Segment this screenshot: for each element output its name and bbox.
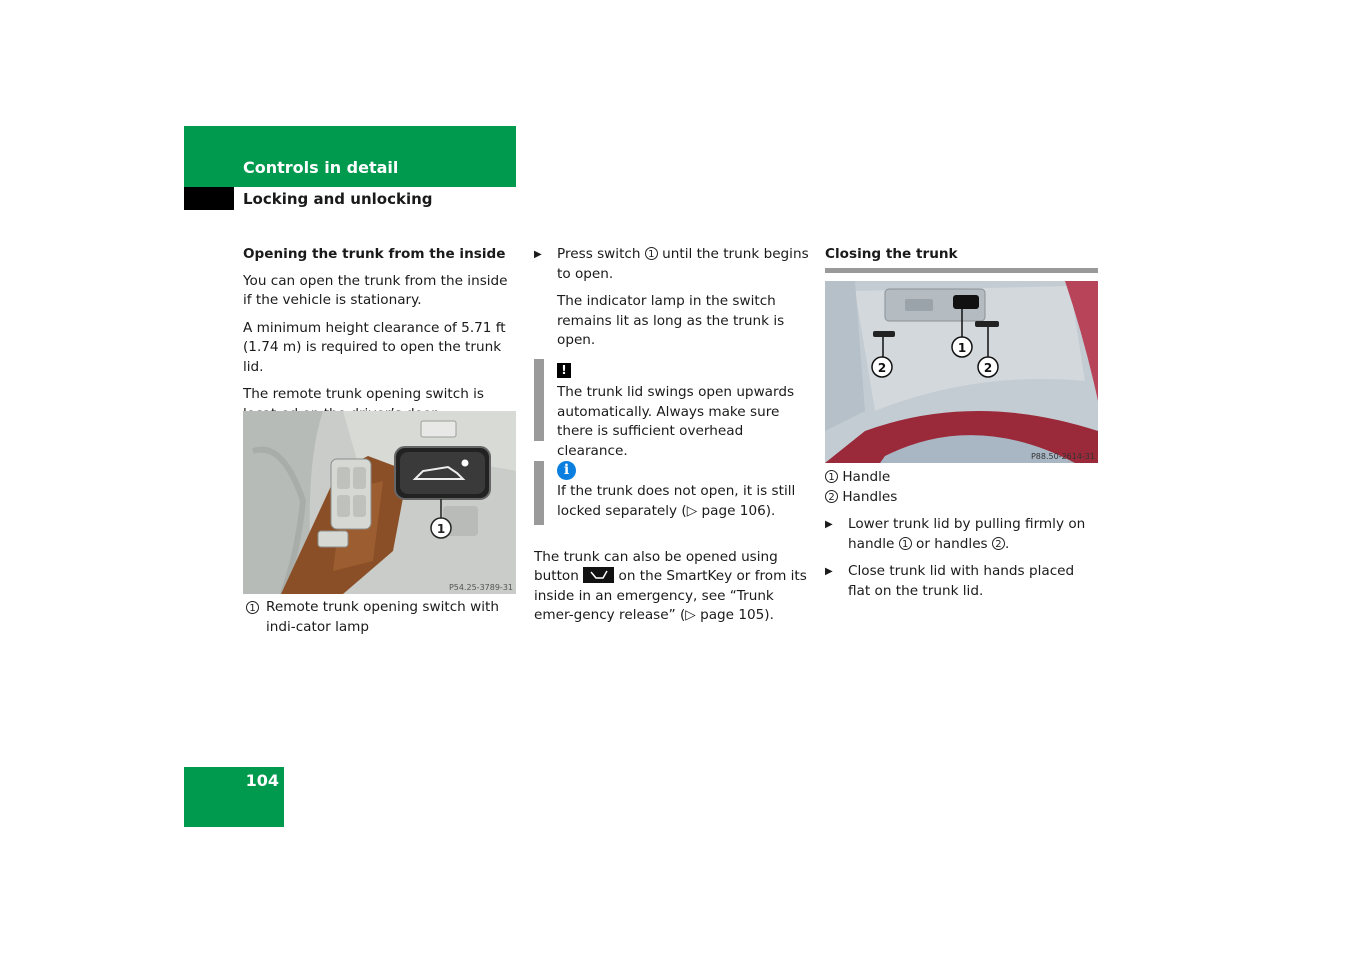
figure-code-2: P88.50-2614-31 bbox=[1030, 452, 1095, 461]
callout-handles-left: 2 bbox=[877, 361, 887, 375]
trunk-key-icon bbox=[583, 567, 614, 583]
caption-number: 1 bbox=[246, 601, 259, 614]
column-left bbox=[243, 245, 518, 432]
chapter-title: Controls in detail bbox=[243, 158, 399, 177]
info-text: If the trunk does not open, it is still locked separately (▷ page 106). bbox=[557, 483, 796, 519]
step-close-trunk-lid: ▶ Close trunk lid with hands placed flat on the trunk lid. bbox=[825, 563, 1075, 599]
door-switch-illustration bbox=[243, 411, 516, 594]
paragraph-clearance: A minimum height clearance of 5.71 ft (1.74 m) is required to open the trunk lid. bbox=[243, 319, 506, 375]
figure-code-1: P54.25-3789-31 bbox=[448, 583, 513, 592]
smartkey-paragraph: The trunk can also be opened using button on the SmartKey or from its inside in an emergency, see “Trunk emer-gency release” (▷ page 105). bbox=[534, 548, 807, 623]
section-marker bbox=[184, 187, 234, 210]
info-notice bbox=[534, 461, 809, 525]
warning-bar bbox=[534, 359, 544, 441]
heading-opening-trunk: Opening the trunk from the inside bbox=[243, 246, 506, 262]
callout-1: 1 bbox=[436, 522, 446, 536]
caption-text: Remote trunk opening switch with indi-cator lamp bbox=[266, 599, 499, 635]
paragraph-switch-location: The remote trunk opening switch is bbox=[243, 386, 485, 402]
section-title: Locking and unlocking bbox=[243, 190, 433, 208]
legend-item: 1 Handle bbox=[825, 468, 1098, 488]
warning-text: The trunk lid swings open upwards automatically. Always make sure there is sufficient overhead clearance. bbox=[557, 384, 795, 459]
step-press-switch: ▶ Press switch 1 until the trunk begins to open. bbox=[534, 246, 809, 282]
figure-door-switch bbox=[243, 411, 516, 594]
info-icon: i bbox=[557, 461, 576, 480]
legend-and-steps bbox=[825, 468, 1098, 609]
column-right bbox=[825, 245, 1098, 273]
triangle-right-icon: ▶ bbox=[825, 566, 833, 577]
caption-door-switch bbox=[243, 598, 518, 637]
warning-icon: ! bbox=[557, 363, 571, 378]
info-bar bbox=[534, 461, 544, 525]
heading-rule bbox=[825, 268, 1098, 273]
heading-closing-trunk: Closing the trunk bbox=[825, 246, 958, 262]
trunk-lid-illustration bbox=[825, 281, 1098, 463]
page-number: 104 bbox=[245, 771, 279, 790]
callout-handle: 1 bbox=[957, 341, 967, 355]
step-lower-trunk-lid: ▶ Lower trunk lid by pulling firmly on handle 1 or handles 2 . bbox=[825, 516, 1086, 552]
figure-trunk-lid bbox=[825, 281, 1098, 463]
legend-item: 2 Handles bbox=[825, 488, 1098, 508]
indicator-lamp-note: The indicator lamp in the switch remains lit as long as the trunk is open. bbox=[557, 293, 785, 348]
triangle-right-icon: ▶ bbox=[825, 519, 833, 530]
callout-handles-right: 2 bbox=[983, 361, 993, 375]
paragraph-stationary: You can open the trunk from the inside if the vehicle is stationary. bbox=[243, 272, 508, 308]
triangle-right-icon: ▶ bbox=[534, 249, 542, 260]
header-green-bar bbox=[184, 126, 516, 187]
column-middle bbox=[534, 245, 809, 634]
warning-notice bbox=[534, 359, 809, 459]
ref-number-1: 1 bbox=[645, 247, 658, 260]
